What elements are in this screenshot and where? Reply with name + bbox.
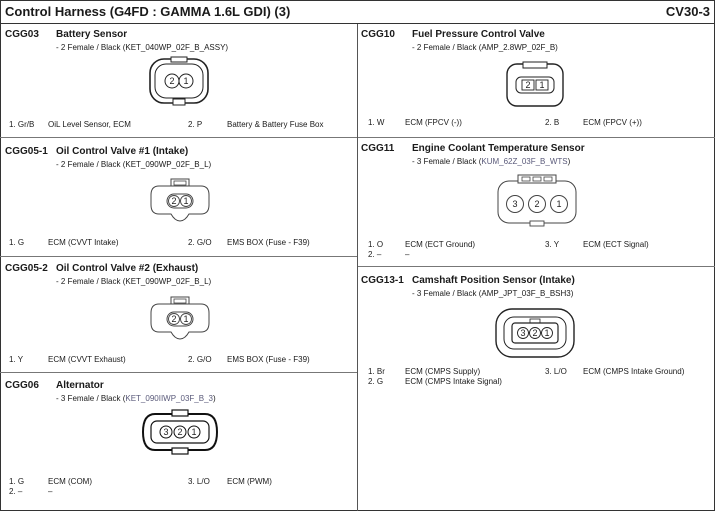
pin-label: 3 — [520, 328, 526, 338]
connector-name: Battery Sensor — [56, 29, 128, 40]
pin-description: EMS BOX (Fuse - F39) — [227, 238, 310, 247]
pin-label: 1 — [183, 196, 189, 206]
pin-description: ECM (CMPS Intake Ground) — [583, 367, 685, 376]
pin-label: 2 — [534, 199, 540, 209]
section-divider — [358, 137, 715, 138]
section-divider — [0, 372, 357, 373]
pin-description: Battery & Battery Fuse Box — [227, 120, 324, 129]
connector-spec: - 3 Female / Black (AMP_JPT_03F_B_BSH3) — [412, 289, 574, 298]
pin-number: 3. L/O — [545, 367, 567, 376]
connector-face-diagram — [505, 62, 565, 108]
pin-label: 3 — [163, 427, 169, 437]
pin-description: ECM (ECT Ground) — [405, 240, 476, 249]
pin-number: 2. – — [9, 487, 23, 496]
pin-number: 1. O — [368, 240, 384, 249]
pin-label: 1 — [183, 76, 189, 86]
connector-id: CGG05-2 — [5, 263, 48, 274]
connector-name: Alternator — [56, 380, 104, 391]
connector-name: Camshaft Position Sensor (Intake) — [412, 275, 575, 286]
pin-label: 1 — [183, 314, 189, 324]
pin-description: ECM (CVVT Exhaust) — [48, 355, 126, 364]
pin-number: 2. B — [545, 118, 560, 127]
pin-label: 1 — [556, 199, 562, 209]
column-divider — [357, 24, 358, 511]
section-divider — [0, 137, 357, 138]
pin-number: 1. Br — [368, 367, 385, 376]
pin-number: 1. Y — [9, 355, 24, 364]
pin-description: ECM (CMPS Supply) — [405, 367, 481, 376]
pin-number: 2. G — [368, 377, 384, 386]
connector-id: CGG10 — [361, 29, 395, 40]
connector-spec: - 2 Female / Black (KET_040WP_02F_B_ASSY) — [56, 43, 229, 52]
pin-description: ECM (ECT Signal) — [583, 240, 649, 249]
pin-label: 3 — [512, 199, 518, 209]
pin-number: 2. G/O — [188, 238, 212, 247]
pin-label: 2 — [169, 76, 175, 86]
page-header — [0, 0, 715, 24]
pin-label: 2 — [525, 80, 531, 90]
connector-name: Oil Control Valve #1 (Intake) — [56, 146, 189, 157]
pin-description: ECM (PWM) — [227, 477, 272, 486]
page-code: CV30-3 — [665, 4, 710, 19]
pin-description: ECM (FPCV (-)) — [405, 118, 462, 127]
connector-spec: - 2 Female / Black (KET_090WP_02F_B_L) — [56, 277, 212, 286]
connector-name: Engine Coolant Temperature Sensor — [412, 143, 585, 154]
pin-description: ECM (CMPS Intake Signal) — [405, 377, 502, 386]
connector-id: CGG06 — [5, 380, 39, 391]
connector-face-diagram — [494, 307, 576, 359]
connector-id: CGG05-1 — [5, 146, 48, 157]
connector-id: CGG13-1 — [361, 275, 404, 286]
pin-number: 3. L/O — [188, 477, 210, 486]
pin-label: 2 — [171, 314, 177, 324]
section-divider — [0, 256, 357, 257]
pin-label: 1 — [539, 80, 545, 90]
pin-label: 2 — [177, 427, 183, 437]
connector-face-diagram — [149, 295, 211, 341]
pin-description: ECM (COM) — [48, 477, 92, 486]
pin-number: 1. W — [368, 118, 385, 127]
pin-description: – — [405, 250, 410, 259]
pin-number: 3. Y — [545, 240, 560, 249]
connector-spec: - 2 Female / Black (KET_090WP_02F_B_L) — [56, 160, 212, 169]
pin-number: 1. G — [9, 238, 25, 247]
pin-number: 2. G/O — [188, 355, 212, 364]
pin-number: 1. G — [9, 477, 25, 486]
connector-name: Fuel Pressure Control Valve — [412, 29, 545, 40]
pin-description: – — [48, 487, 53, 496]
connector-spec: - 2 Female / Black (AMP_2.8WP_02F_B) — [412, 43, 558, 52]
pin-description: ECM (CVVT Intake) — [48, 238, 119, 247]
pin-description: OiL Level Sensor, ECM — [48, 120, 131, 129]
pin-number: 1. Gr/B — [9, 120, 35, 129]
pin-label: 1 — [544, 328, 550, 338]
pin-number: 2. P — [188, 120, 203, 129]
section-divider — [358, 266, 715, 267]
page-title: Control Harness (G4FD : GAMMA 1.6L GDI) (3) — [5, 4, 291, 19]
connector-face-diagram — [148, 57, 210, 105]
pin-label: 2 — [171, 196, 177, 206]
connector-id: CGG03 — [5, 29, 39, 40]
connector-face-diagram — [496, 173, 578, 227]
pin-description: EMS BOX (Fuse - F39) — [227, 355, 310, 364]
pin-description: ECM (FPCV (+)) — [583, 118, 642, 127]
pin-number: 2. – — [368, 250, 382, 259]
connector-spec: - 3 Female / Black (KET_090IIWP_03F_B_3) — [56, 394, 216, 403]
connector-id: CGG11 — [361, 143, 395, 154]
pin-label: 1 — [191, 427, 197, 437]
connector-face-diagram — [141, 408, 219, 456]
pin-label: 2 — [532, 328, 538, 338]
connector-spec: - 3 Female / Black (KUM_62Z_03F_B_WTS) — [412, 157, 571, 166]
connector-face-diagram — [149, 177, 211, 223]
connector-name: Oil Control Valve #2 (Exhaust) — [56, 263, 199, 274]
